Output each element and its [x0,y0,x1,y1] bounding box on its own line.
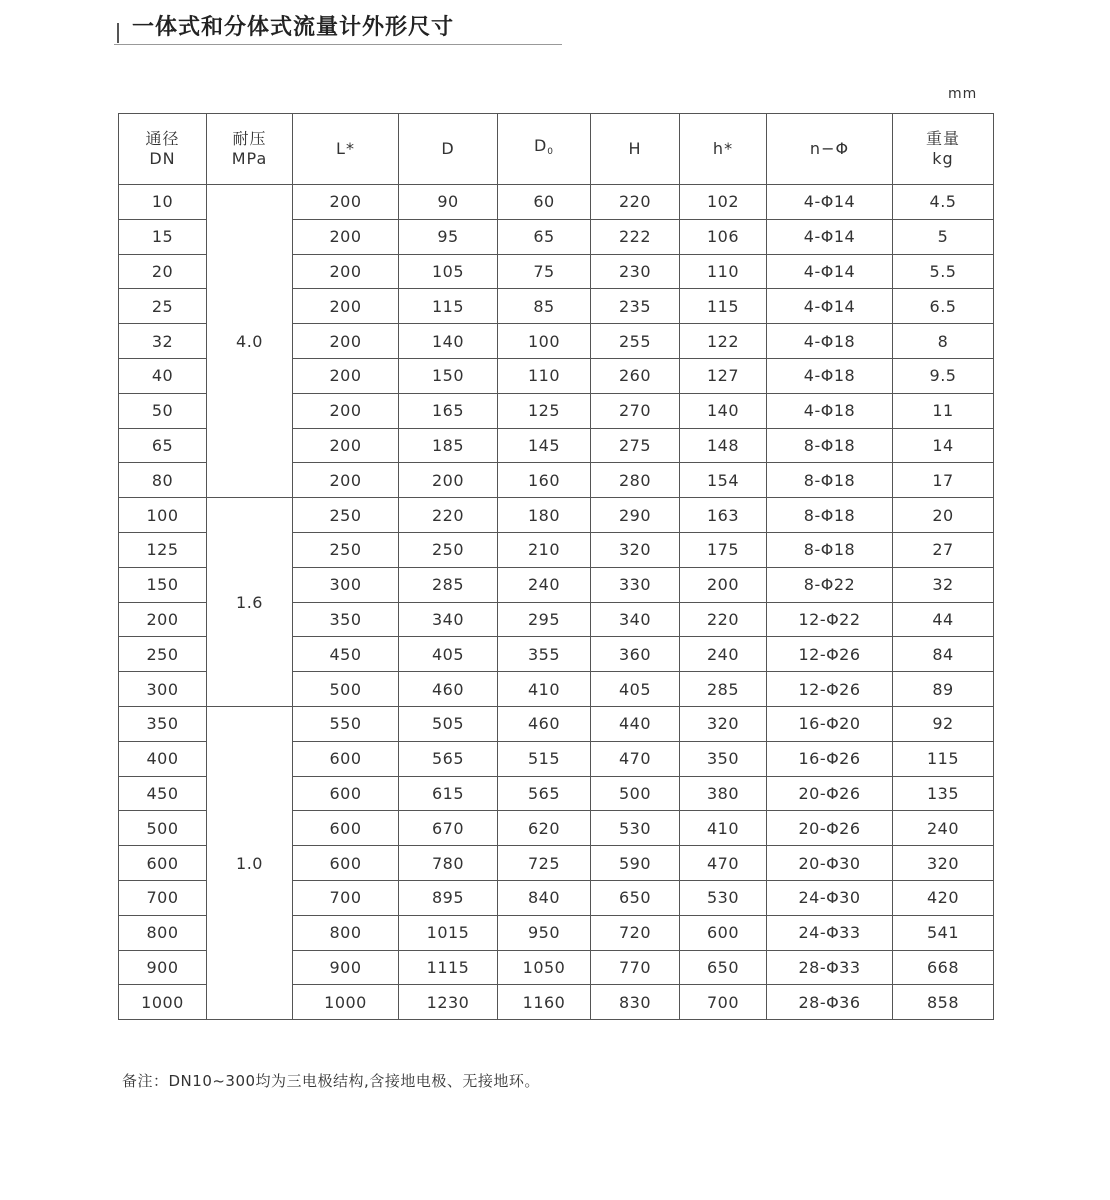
cell-kg: 320 [893,846,994,881]
cell-kg: 20 [893,498,994,533]
cell-d0: 180 [498,498,591,533]
table-header-row [119,114,994,185]
cell-d: 250 [399,532,498,567]
cell-h: 720 [591,915,680,950]
header-d0-sub: 0 [547,147,555,157]
cell-l: 200 [293,358,399,393]
page-title: 一体式和分体式流量计外形尺寸 [132,15,455,40]
cell-pressure: 1.6 [207,498,293,707]
cell-d: 200 [399,463,498,498]
cell-d: 460 [399,672,498,707]
cell-d: 565 [399,741,498,776]
cell-d: 185 [399,428,498,463]
cell-dn: 40 [119,358,207,393]
cell-l: 450 [293,637,399,672]
cell-h: 290 [591,498,680,533]
header-pressure-unit: MPa [231,149,268,168]
cell-dn: 125 [119,532,207,567]
cell-l: 200 [293,324,399,359]
cell-h: 148 [680,428,767,463]
cell-d0: 100 [498,324,591,359]
cell-dn: 150 [119,567,207,602]
cell-d0: 75 [498,254,591,289]
header-weight [893,114,994,185]
cell-h: 410 [680,811,767,846]
cell-nphi: 16-Φ26 [767,741,893,776]
cell-h: 220 [591,185,680,220]
cell-d: 115 [399,289,498,324]
cell-h: 220 [680,602,767,637]
cell-d0: 65 [498,219,591,254]
cell-nphi: 20-Φ26 [767,811,893,846]
cell-l: 200 [293,185,399,220]
cell-dn: 15 [119,219,207,254]
cell-nphi: 24-Φ33 [767,915,893,950]
cell-l: 250 [293,532,399,567]
cell-d0: 1160 [498,985,591,1020]
header-dn [119,114,207,185]
cell-d: 140 [399,324,498,359]
cell-d0: 460 [498,706,591,741]
header-pressure [207,114,293,185]
cell-nphi: 12-Φ26 [767,672,893,707]
cell-h: 122 [680,324,767,359]
cell-nphi: 8-Φ22 [767,567,893,602]
section-title-block [114,10,562,45]
cell-pressure: 1.0 [207,706,293,1019]
cell-l: 350 [293,602,399,637]
cell-kg: 14 [893,428,994,463]
cell-h: 255 [591,324,680,359]
cell-h: 270 [591,393,680,428]
cell-dn: 450 [119,776,207,811]
cell-d: 1115 [399,950,498,985]
cell-dn: 300 [119,672,207,707]
cell-l: 200 [293,289,399,324]
cell-d: 285 [399,567,498,602]
title-accent-bar [117,23,119,43]
header-d: D [399,114,498,185]
cell-d: 95 [399,219,498,254]
cell-l: 1000 [293,985,399,1020]
cell-h: 280 [591,463,680,498]
header-weight-unit: kg [932,149,954,168]
cell-dn: 1000 [119,985,207,1020]
cell-l: 250 [293,498,399,533]
cell-dn: 200 [119,602,207,637]
cell-l: 300 [293,567,399,602]
cell-nphi: 4-Φ14 [767,219,893,254]
cell-h: 163 [680,498,767,533]
cell-l: 500 [293,672,399,707]
cell-kg: 5.5 [893,254,994,289]
cell-kg: 420 [893,880,994,915]
cell-nphi: 4-Φ14 [767,289,893,324]
header-h-lower: h* [680,114,767,185]
cell-dn: 350 [119,706,207,741]
cell-d: 150 [399,358,498,393]
cell-dn: 32 [119,324,207,359]
cell-nphi: 28-Φ36 [767,985,893,1020]
cell-h: 140 [680,393,767,428]
cell-d: 105 [399,254,498,289]
dimension-table [118,113,994,1020]
cell-h: 530 [591,811,680,846]
cell-dn: 65 [119,428,207,463]
cell-h: 470 [591,741,680,776]
cell-h: 102 [680,185,767,220]
cell-dn: 700 [119,880,207,915]
cell-dn: 80 [119,463,207,498]
cell-l: 600 [293,776,399,811]
cell-dn: 500 [119,811,207,846]
cell-l: 200 [293,219,399,254]
table-row [119,498,994,533]
cell-d: 90 [399,185,498,220]
cell-h: 590 [591,846,680,881]
cell-d0: 840 [498,880,591,915]
cell-kg: 84 [893,637,994,672]
header-l: L* [293,114,399,185]
cell-l: 700 [293,880,399,915]
cell-d0: 725 [498,846,591,881]
cell-d: 340 [399,602,498,637]
cell-h: 200 [680,567,767,602]
cell-l: 200 [293,463,399,498]
header-dn-cn: 通径 [145,129,180,148]
cell-h: 350 [680,741,767,776]
header-dn-en: DN [149,149,176,168]
cell-d0: 295 [498,602,591,637]
cell-d0: 110 [498,358,591,393]
cell-h: 222 [591,219,680,254]
header-d0-base: D [533,136,548,155]
cell-d0: 125 [498,393,591,428]
cell-d: 615 [399,776,498,811]
cell-nphi: 12-Φ26 [767,637,893,672]
cell-h: 106 [680,219,767,254]
cell-dn: 25 [119,289,207,324]
cell-h: 127 [680,358,767,393]
cell-d0: 210 [498,532,591,567]
cell-kg: 9.5 [893,358,994,393]
cell-h: 115 [680,289,767,324]
cell-d0: 1050 [498,950,591,985]
cell-h: 175 [680,532,767,567]
cell-nphi: 16-Φ20 [767,706,893,741]
cell-dn: 50 [119,393,207,428]
table-body [119,185,994,1020]
cell-l: 550 [293,706,399,741]
cell-kg: 541 [893,915,994,950]
cell-l: 600 [293,846,399,881]
cell-nphi: 8-Φ18 [767,498,893,533]
cell-d: 505 [399,706,498,741]
cell-dn: 250 [119,637,207,672]
header-pressure-cn: 耐压 [232,129,267,148]
cell-h: 230 [591,254,680,289]
cell-h: 360 [591,637,680,672]
header-h-upper: H [591,114,680,185]
cell-nphi: 4-Φ18 [767,358,893,393]
cell-d: 165 [399,393,498,428]
cell-kg: 4.5 [893,185,994,220]
cell-kg: 5 [893,219,994,254]
cell-l: 200 [293,254,399,289]
cell-h: 260 [591,358,680,393]
cell-nphi: 28-Φ33 [767,950,893,985]
cell-h: 405 [591,672,680,707]
cell-kg: 8 [893,324,994,359]
cell-kg: 240 [893,811,994,846]
cell-nphi: 4-Φ18 [767,393,893,428]
cell-d0: 565 [498,776,591,811]
cell-kg: 17 [893,463,994,498]
cell-d: 405 [399,637,498,672]
cell-h: 380 [680,776,767,811]
cell-kg: 27 [893,532,994,567]
cell-d: 220 [399,498,498,533]
cell-h: 500 [591,776,680,811]
cell-d0: 410 [498,672,591,707]
cell-d0: 515 [498,741,591,776]
cell-h: 650 [591,880,680,915]
cell-kg: 44 [893,602,994,637]
cell-h: 235 [591,289,680,324]
cell-h: 530 [680,880,767,915]
cell-l: 600 [293,741,399,776]
cell-d: 895 [399,880,498,915]
cell-dn: 20 [119,254,207,289]
cell-kg: 858 [893,985,994,1020]
header-n-phi: n−Φ [767,114,893,185]
cell-kg: 32 [893,567,994,602]
cell-d: 1230 [399,985,498,1020]
header-weight-cn: 重量 [925,129,960,148]
cell-nphi: 8-Φ18 [767,463,893,498]
cell-kg: 6.5 [893,289,994,324]
cell-h: 600 [680,915,767,950]
cell-nphi: 8-Φ18 [767,532,893,567]
unit-label: mm [948,86,978,102]
cell-l: 600 [293,811,399,846]
cell-nphi: 12-Φ22 [767,602,893,637]
cell-dn: 800 [119,915,207,950]
cell-d: 780 [399,846,498,881]
cell-kg: 115 [893,741,994,776]
table-row [119,706,994,741]
cell-nphi: 4-Φ14 [767,185,893,220]
cell-h: 330 [591,567,680,602]
cell-nphi: 8-Φ18 [767,428,893,463]
cell-h: 830 [591,985,680,1020]
cell-h: 154 [680,463,767,498]
cell-d0: 60 [498,185,591,220]
cell-h: 275 [591,428,680,463]
cell-kg: 668 [893,950,994,985]
cell-kg: 89 [893,672,994,707]
cell-d0: 85 [498,289,591,324]
cell-dn: 600 [119,846,207,881]
cell-d0: 240 [498,567,591,602]
cell-h: 320 [591,532,680,567]
cell-dn: 900 [119,950,207,985]
cell-d0: 620 [498,811,591,846]
cell-h: 440 [591,706,680,741]
cell-d0: 145 [498,428,591,463]
cell-l: 200 [293,428,399,463]
cell-nphi: 24-Φ30 [767,880,893,915]
cell-dn: 10 [119,185,207,220]
cell-d0: 355 [498,637,591,672]
cell-h: 110 [680,254,767,289]
cell-h: 285 [680,672,767,707]
cell-d0: 160 [498,463,591,498]
table-row [119,185,994,220]
cell-pressure: 4.0 [207,185,293,498]
cell-d: 670 [399,811,498,846]
cell-h: 340 [591,602,680,637]
cell-nphi: 20-Φ30 [767,846,893,881]
cell-nphi: 4-Φ18 [767,324,893,359]
cell-l: 800 [293,915,399,950]
cell-d: 1015 [399,915,498,950]
cell-kg: 11 [893,393,994,428]
cell-h: 650 [680,950,767,985]
cell-h: 700 [680,985,767,1020]
cell-l: 900 [293,950,399,985]
cell-d0: 950 [498,915,591,950]
cell-h: 320 [680,706,767,741]
cell-dn: 400 [119,741,207,776]
cell-kg: 92 [893,706,994,741]
cell-h: 470 [680,846,767,881]
cell-nphi: 4-Φ14 [767,254,893,289]
cell-nphi: 20-Φ26 [767,776,893,811]
cell-kg: 135 [893,776,994,811]
cell-h: 770 [591,950,680,985]
cell-l: 200 [293,393,399,428]
cell-dn: 100 [119,498,207,533]
cell-h: 240 [680,637,767,672]
header-d0 [498,114,591,185]
footnote: 备注：DN10~300均为三电极结构,含接地电极、无接地环。 [122,1072,540,1090]
